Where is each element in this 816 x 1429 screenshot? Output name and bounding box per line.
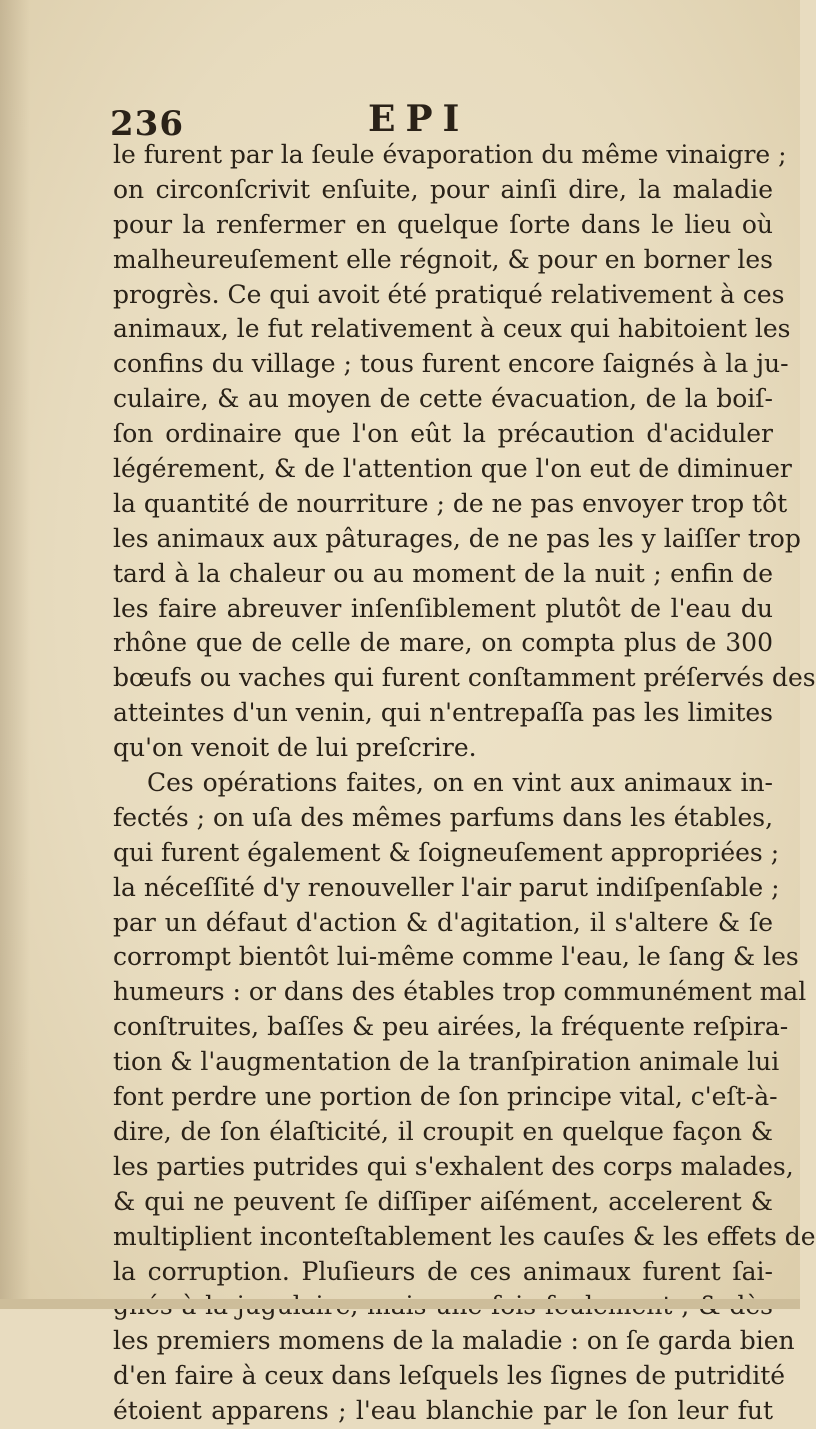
paragraph-start-line: Ces opérations faites, on en vint aux animaux in- (147, 768, 773, 798)
text-line: pour la renfermer en quelque ſorte dans le lieu où (113, 209, 773, 239)
text-line: & qui ne peuvent ſe diſſiper aiſément, accelerent & (113, 1186, 773, 1216)
text-line: font perdre une portion de ſon principe vital, c'eſt-à- (113, 1082, 778, 1112)
body-text (113, 138, 816, 1429)
text-line: la néceſſité d'y renouveller l'air parut indiſpenſable ; (113, 872, 780, 902)
page-bottom-edge (0, 1299, 800, 1309)
text-line: ſon ordinaire que l'on eût la précaution d'aciduler (113, 419, 773, 449)
page-header (0, 92, 800, 142)
text-line: le furent par la ſeule évaporation du même vinaigre ; (113, 140, 787, 169)
text-line: la corruption. Pluſieurs de ces animaux furent ſai- (113, 1256, 773, 1286)
text-line: animaux, le fut relativement à ceux qui habitoient les (113, 314, 791, 344)
text-line: d'en faire à ceux dans leſquels les ſignes de putridité (113, 1361, 786, 1391)
text-line: les parties putrides qui s'exhalent des corps malades, (113, 1151, 794, 1181)
text-line: bœufs ou vaches qui furent conſtamment préſervés des (113, 663, 816, 693)
text-line: conſtruites, baſſes & peu airées, la fréquente reſpira- (113, 1012, 789, 1042)
page-number: 236 (110, 104, 184, 144)
text-line: tion & l'augmentation de la tranſpiration animale lui (113, 1047, 780, 1077)
text-line: on circonſcrivit enſuite, pour ainſi dire, la maladie (113, 174, 773, 204)
text-line: atteintes d'un venin, qui n'entrepaſſa pas les limites (113, 698, 773, 728)
text-line: les premiers momens de la maladie : on ſe garda bien (113, 1326, 795, 1356)
running-head: EPI (368, 98, 470, 140)
text-line: la quantité de nourriture ; de ne pas envoyer trop tôt (113, 488, 788, 518)
text-line: dire, de ſon élaſticité, il croupit en quelque façon & (113, 1116, 773, 1146)
text-line: multiplient inconteſtablement les cauſes & les effets de (113, 1221, 816, 1251)
text-line: corrompt bientôt lui-même comme l'eau, le ſang & les (113, 942, 799, 972)
text-line: qui furent également & ſoigneuſement appropriées ; (113, 837, 780, 867)
text-line: culaire, & au moyen de cette évacuation, de la boiſ- (113, 384, 773, 414)
text-line: les faire abreuver inſenſiblement plutôt de l'eau du (113, 593, 773, 623)
text-line: légérement, & de l'attention que l'on eut de diminuer (113, 454, 792, 484)
text-line: étoient apparens ; l'eau blanchie par le ſon leur fut (113, 1396, 773, 1426)
text-line: malheureuſement elle régnoit, & pour en borner les (113, 244, 773, 274)
text-line: par un défaut d'action & d'agitation, il s'altere & ſe (113, 907, 773, 937)
text-line: rhône que de celle de mare, on compta plus de 300 (113, 628, 773, 658)
text-line: les animaux aux pâturages, de ne pas les y laiſſer trop (113, 523, 801, 553)
text-line: fectés ; on uſa des mêmes parfums dans les étables, (113, 802, 774, 832)
text-line: humeurs : or dans des étables trop communément mal (113, 977, 807, 1007)
text-line: qu'on venoit de lui preſcrire. (113, 733, 477, 763)
text-line: tard à la chaleur ou au moment de la nuit ; enfin de (113, 558, 773, 588)
page-edge-shadow (0, 0, 30, 1309)
text-line: confins du village ; tous furent encore ſaignés à la ju- (113, 349, 789, 379)
text-line: progrès. Ce qui avoit été pratiqué relativement à ces (113, 279, 785, 309)
